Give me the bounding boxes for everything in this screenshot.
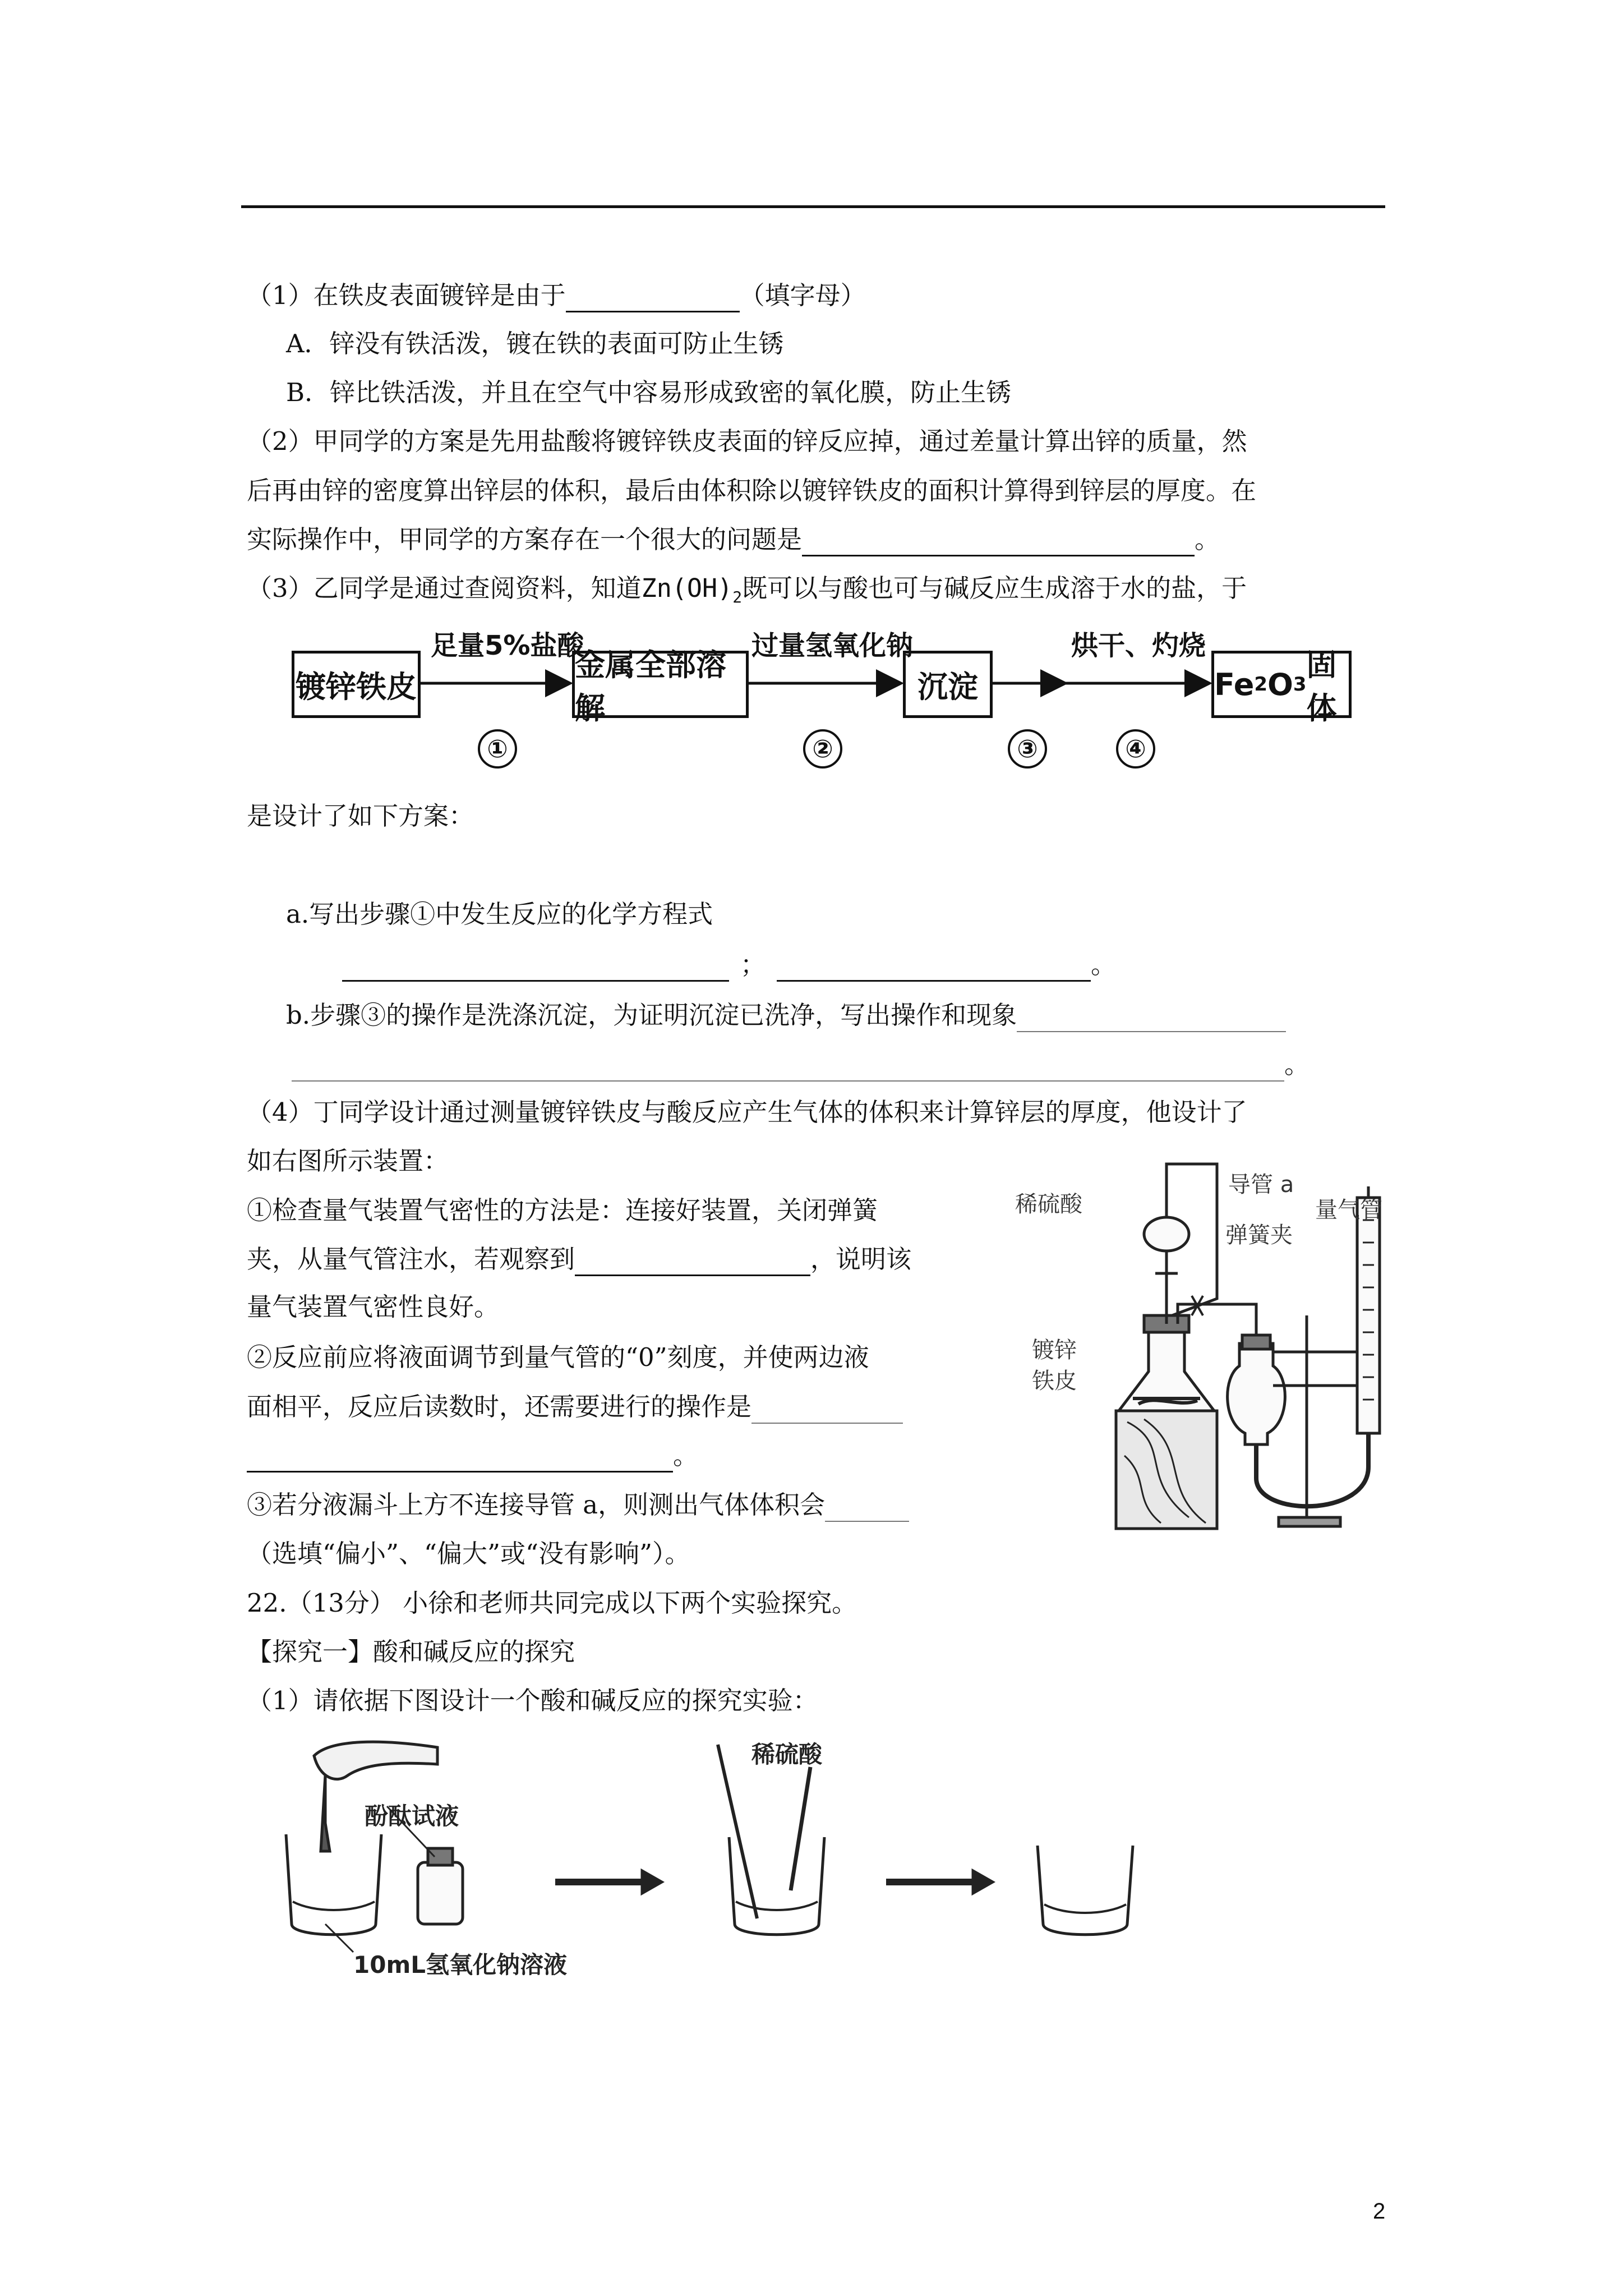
leveling-funnel xyxy=(1228,1343,1285,1444)
fe2o3-sub1: 2 xyxy=(1254,673,1267,696)
q1-answer-blank[interactable] xyxy=(566,284,740,312)
flow-step-num-1: ① xyxy=(478,729,517,769)
label-phenolphthalein: 酚酞试液 xyxy=(365,1802,459,1830)
label-dilute-sulfuric-acid-2: 稀硫酸 xyxy=(751,1741,823,1768)
q4-p2-line2 xyxy=(247,1390,903,1424)
q4-p3-line2: （选填“偏小”、“偏大”或“没有影响”）。 xyxy=(247,1539,690,1568)
q3-line1-pre: （3）乙同学是通过查阅资料，知道 xyxy=(247,573,642,603)
q2-line1: （2）甲同学的方案是先用盐酸将镀锌铁皮表面的锌反应掉，通过差量计算出锌的质量，然 xyxy=(247,426,1247,456)
q3-line1-post: 既可以与酸也可与碱反应生成溶于水的盐，于 xyxy=(742,573,1247,603)
q4-p1-line1: ①检查量气装置气密性的方法是：连接好装置，关闭弹簧 xyxy=(247,1195,878,1225)
q1-stem xyxy=(247,279,866,312)
q4-p2-text: 面相平，反应后读数时，还需要进行的操作是 xyxy=(247,1392,752,1421)
q3-a-text: a.写出步骤①中发生反应的化学方程式 xyxy=(286,899,713,929)
q2-line3-post: 。 xyxy=(1195,524,1220,554)
q3-formula-sub: 2 xyxy=(732,588,743,606)
flow-step-num-4: ④ xyxy=(1116,729,1155,769)
q4-p1-line2 xyxy=(247,1243,911,1276)
q4-p1-blank[interactable] xyxy=(575,1248,810,1276)
q4-p2-end: 。 xyxy=(673,1441,699,1470)
q3-a-blank-2[interactable] xyxy=(777,953,1091,982)
q4-p2-blank-2[interactable] xyxy=(247,1444,673,1473)
q3-a-sep: ； xyxy=(740,950,766,979)
fe2o3-fe: Fe xyxy=(1214,666,1255,702)
retort-stand-base xyxy=(1279,1517,1340,1526)
label-gas-burette: 量气管 xyxy=(1315,1197,1382,1223)
q4-line2: 如右图所示装置： xyxy=(247,1146,449,1176)
q22-stem: （1）请依据下图设计一个酸和碱反应的探究实验： xyxy=(247,1686,818,1715)
q3-formula xyxy=(641,573,743,606)
fe2o3-sub2: 3 xyxy=(1293,673,1307,696)
fe2o3-o: O xyxy=(1267,666,1293,702)
q4-p3-line1 xyxy=(247,1488,909,1522)
q3-a-blank-1[interactable] xyxy=(342,953,729,982)
label-dilute-sulfuric-acid: 稀硫酸 xyxy=(1015,1191,1082,1217)
flow-box-zinc-iron: 镀锌铁皮 xyxy=(292,651,421,718)
q3-b-text: b.步骤③的操作是洗涤沉淀，为证明沉淀已洗净，写出操作和现象 xyxy=(286,1000,1017,1030)
q4-p3-blank[interactable] xyxy=(825,1494,909,1522)
q22-title: 22.（13分） 小徐和老师共同完成以下两个实验探究。 xyxy=(247,1588,857,1618)
hand xyxy=(314,1742,437,1779)
q3-line1 xyxy=(247,572,1247,614)
label-naoh-solution: 10mL氢氧化钠溶液 xyxy=(353,1951,567,1978)
q1-stem-post: （填字母） xyxy=(739,280,866,310)
flow-label-step1: 足量5%盐酸 xyxy=(431,630,584,661)
flow-label-step2: 过量氢氧化钠 xyxy=(751,630,914,661)
q4-p3-text: ③若分液漏斗上方不连接导管 a，则测出气体体积会 xyxy=(247,1490,826,1520)
indicator-bottle xyxy=(418,1862,463,1924)
q4-p2-line3 xyxy=(247,1439,698,1473)
acid-dropper xyxy=(791,1767,810,1890)
fe2o3-suffix: 固体 xyxy=(1306,647,1337,726)
q1-stem-pre: （1）在铁皮表面镀锌是由于 xyxy=(247,280,566,310)
q1-option-b: B．锌比铁活泼，并且在空气中容易形成致密的氧化膜，防止生锈 xyxy=(286,378,1012,407)
flow-box-precipitate: 沉淀 xyxy=(903,651,993,718)
flow-label-step4: 烘干、灼烧 xyxy=(1071,630,1206,661)
label-spring-clip: 弹簧夹 xyxy=(1225,1222,1293,1248)
q4-p1-line3: 量气装置气密性良好。 xyxy=(247,1292,500,1322)
q2-line3 xyxy=(247,523,1220,556)
dropper xyxy=(321,1775,330,1851)
q3-line2: 是设计了如下方案： xyxy=(247,801,474,831)
gas-apparatus-figure xyxy=(1004,1130,1408,1534)
q3-a-answers xyxy=(342,948,1116,982)
beaker-1 xyxy=(286,1834,381,1935)
q1-option-a: A．锌没有铁活泼，镀在铁的表面可防止生锈 xyxy=(286,329,784,358)
flow-step-num-2: ② xyxy=(803,729,842,769)
q3-a-end: 。 xyxy=(1091,950,1117,979)
q3-formula-main: Zn(OH) xyxy=(641,573,733,603)
gas-burette xyxy=(1357,1198,1380,1433)
q3-b-line2 xyxy=(292,1048,1310,1082)
wood-block xyxy=(1116,1411,1217,1529)
q22-section: 【探究一】酸和碱反应的探究 xyxy=(247,1637,575,1667)
separating-funnel xyxy=(1144,1217,1189,1251)
q3-b-line xyxy=(286,999,1286,1032)
q3-b-end: 。 xyxy=(1284,1050,1310,1079)
q2-line2: 后再由锌的密度算出锌层的体积，最后由体积除以镀锌铁皮的面积计算得到锌层的厚度。在 xyxy=(247,476,1257,505)
label-zinc-sheet-1: 镀锌 xyxy=(1032,1337,1077,1363)
q4-p1-pre: 夹，从量气管注水，若观察到 xyxy=(247,1244,575,1274)
q4-p1-post: ，说明该 xyxy=(810,1244,912,1274)
label-tube-a: 导管 a xyxy=(1228,1172,1294,1198)
flow-box-dissolved: 金属全部溶解 xyxy=(572,651,749,718)
q2-line3-pre: 实际操作中，甲同学的方案存在一个很大的问题是 xyxy=(247,524,803,554)
beaker-3 xyxy=(1038,1846,1133,1935)
page-number: 2 xyxy=(1373,2199,1386,2224)
glass-rod xyxy=(718,1745,757,1918)
q4-line1: （4）丁同学设计通过测量镀锌铁皮与酸反应产生气体的体积来计算锌层的厚度，他设计了 xyxy=(247,1097,1247,1127)
q2-answer-blank[interactable] xyxy=(802,528,1195,556)
acid-base-figure xyxy=(269,1722,1144,1986)
flow-chart xyxy=(280,628,1380,774)
label-zinc-sheet-2: 铁皮 xyxy=(1032,1368,1077,1394)
q3-b-blank-2[interactable] xyxy=(292,1053,1284,1082)
q4-p2-line1: ②反应前应将液面调节到量气管的“0”刻度，并使两边液 xyxy=(247,1342,869,1372)
q3-b-blank-1[interactable] xyxy=(1017,1004,1286,1032)
flow-step-num-3: ③ xyxy=(1008,729,1047,769)
q4-p2-blank-1[interactable] xyxy=(751,1396,903,1424)
header-rule xyxy=(241,205,1385,208)
